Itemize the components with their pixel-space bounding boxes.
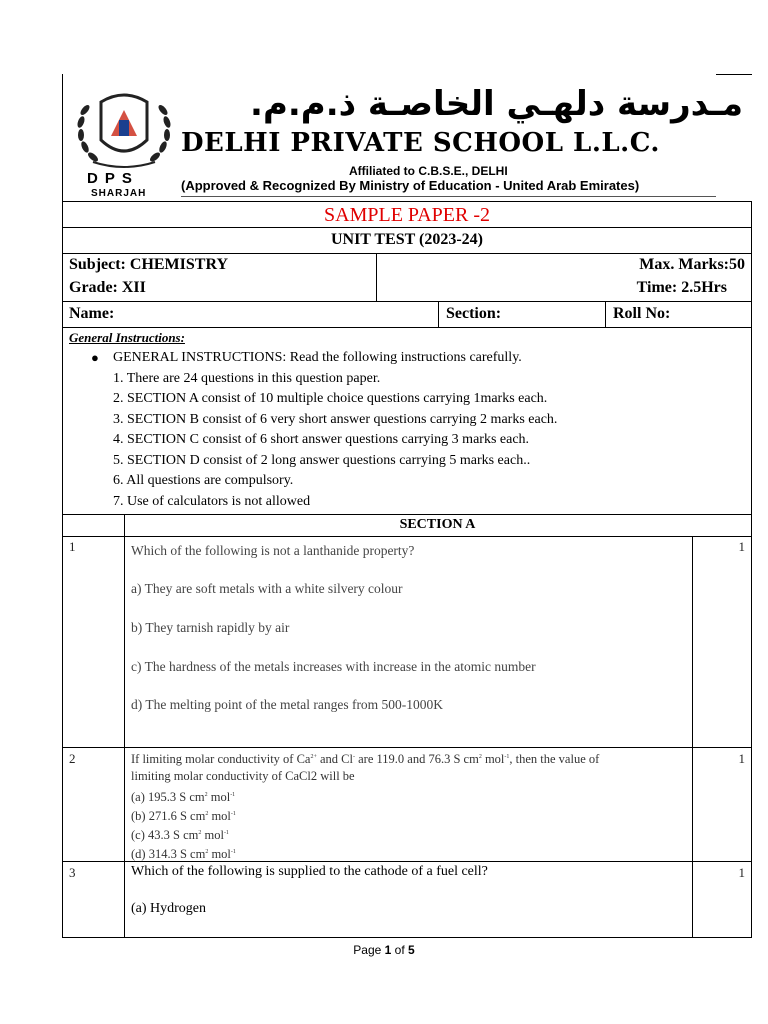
section-a-title: SECTION A bbox=[399, 517, 476, 532]
section-field-label: Section: bbox=[446, 305, 502, 322]
name-field-label: Name: bbox=[69, 305, 115, 322]
question-number-column-rule bbox=[124, 537, 125, 937]
school-header bbox=[62, 74, 753, 202]
question-text: Which of the following is not a lanthanide property? bbox=[131, 543, 415, 558]
answer-option: (b) 271.6 S $cm^2$ mol$^{-1}$ bbox=[131, 809, 236, 824]
name-divider bbox=[438, 302, 439, 327]
question-text: Which of the following is supplied to the cathode of a fuel cell? bbox=[131, 864, 488, 879]
school-emblem-icon bbox=[71, 80, 177, 184]
instruction-item: 1. There are 24 questions in this question paper. bbox=[113, 371, 381, 386]
answer-option: c) The hardness of the metals increases with increase in the atomic number bbox=[131, 659, 536, 674]
logo-letters: DPS bbox=[87, 170, 139, 187]
page-of: of bbox=[391, 943, 409, 957]
instruction-item: 7. Use of calculators is not allowed bbox=[113, 494, 311, 509]
school-name: DELHI PRIVATE SCHOOL L.L.C. bbox=[181, 128, 660, 158]
question-table bbox=[62, 536, 752, 938]
school-name-arabic: مـدرسة دلهـي الخاصـة ذ.م.م. bbox=[250, 84, 743, 124]
question-number: 2 bbox=[69, 751, 76, 766]
section-a-row bbox=[62, 514, 752, 537]
question-text: If limiting molar conductivity of $Ca^{2+}$ and Cl- are 119.0 and 76.3 S $cm^2$ mol$^{-1}$, then the value of bbox=[131, 752, 600, 767]
page-prefix: Page bbox=[353, 943, 385, 957]
page-footer bbox=[0, 943, 768, 957]
question-number: 3 bbox=[69, 865, 76, 880]
affiliation-text: Affiliated to C.B.S.E., DELHI bbox=[349, 164, 508, 178]
logo-city: SHARJAH bbox=[91, 188, 147, 199]
approval-text: (Approved & Recognized By Ministry of Education - United Arab Emirates) bbox=[181, 178, 640, 193]
paper-title: SAMPLE PAPER -2 bbox=[62, 201, 752, 228]
subject-row bbox=[62, 253, 752, 302]
instruction-item: 6. All questions are compulsory. bbox=[113, 473, 294, 488]
instructions-bullet: GENERAL INSTRUCTIONS: Read the following instructions carefully. bbox=[113, 350, 522, 365]
question-number: 1 bbox=[69, 539, 76, 554]
marks-column-rule bbox=[692, 537, 693, 937]
question-text-line2: limiting molar conductivity of CaCl2 will be bbox=[131, 769, 355, 783]
header-underline bbox=[181, 196, 716, 197]
name-row bbox=[62, 301, 752, 328]
answer-option: b) They tarnish rapidly by air bbox=[131, 620, 290, 635]
answer-option: (c) 43.3 S $cm^2$ mol$^{-1}$ bbox=[131, 828, 229, 843]
answer-option: (a) 195.3 S $cm^2$ mol$^{-1}$ bbox=[131, 790, 236, 805]
subject-label: Subject: CHEMISTRY bbox=[69, 256, 228, 273]
page-current: 1 bbox=[384, 943, 392, 957]
answer-option: (a) Hydrogen bbox=[131, 901, 207, 916]
grade-label: Grade: XII bbox=[69, 279, 146, 296]
instruction-item: 5. SECTION D consist of 2 long answer questions carrying 5 marks each.. bbox=[113, 453, 531, 468]
instruction-item: 2. SECTION A consist of 10 multiple choice questions carrying 1marks each. bbox=[113, 391, 548, 406]
page-total: 5 bbox=[408, 943, 415, 957]
subject-divider bbox=[376, 254, 377, 301]
section-divider bbox=[605, 302, 606, 327]
test-name: UNIT TEST (2023-24) bbox=[62, 227, 752, 254]
time-label: Time: 2.5Hrs bbox=[636, 279, 727, 296]
question-marks: 1 bbox=[738, 539, 745, 554]
answer-option: (d) 314.3 S $cm^2$ mol$^{-1}$ bbox=[131, 847, 236, 862]
bullet-icon: ● bbox=[91, 350, 99, 365]
max-marks-label: Max. Marks:50 bbox=[639, 256, 745, 273]
instructions-box bbox=[62, 327, 752, 515]
question-marks: 1 bbox=[738, 865, 745, 880]
instruction-item: 4. SECTION C consist of 6 short answer questions carrying 3 marks each. bbox=[113, 432, 530, 447]
instructions-heading: General Instructions: bbox=[69, 330, 185, 345]
answer-option: d) The melting point of the metal ranges from 500-1000K bbox=[131, 697, 444, 712]
roll-field-label: Roll No: bbox=[613, 305, 671, 322]
instruction-item: 3. SECTION B consist of 6 very short answer questions carrying 2 marks each. bbox=[113, 412, 558, 427]
question-marks: 1 bbox=[738, 751, 745, 766]
answer-option: a) They are soft metals with a white silvery colour bbox=[131, 581, 403, 596]
